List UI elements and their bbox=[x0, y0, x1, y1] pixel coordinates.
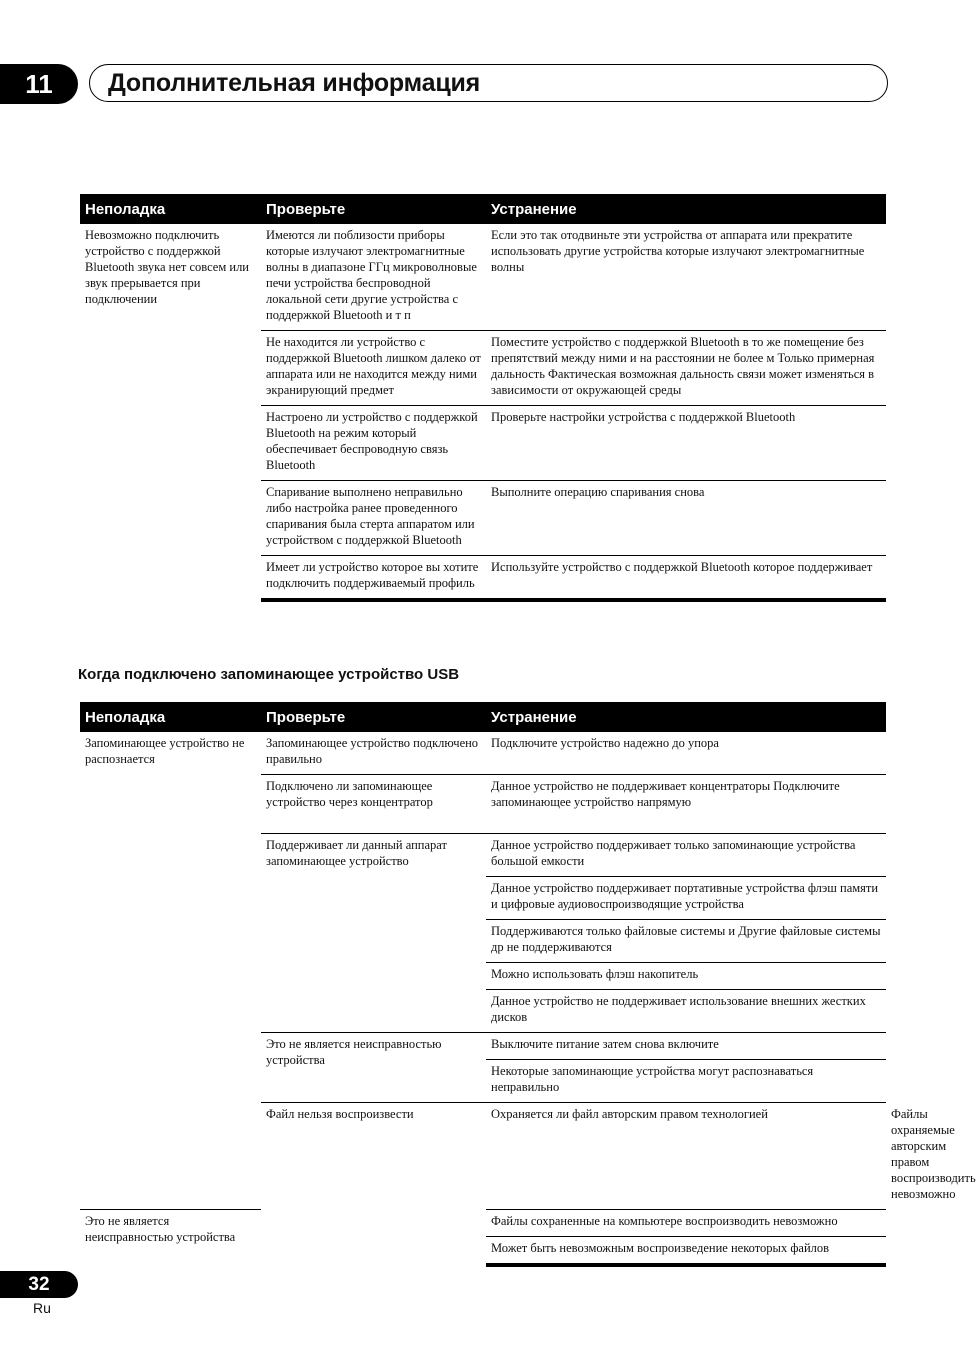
header-remedy: Устранение bbox=[486, 702, 886, 732]
table-header-row bbox=[80, 194, 886, 224]
page-language: Ru bbox=[33, 1300, 51, 1316]
table-header-row bbox=[80, 702, 886, 732]
remedy-cell: Файлы сохраненные на компьютере воспроизводить невозможно bbox=[486, 1209, 886, 1236]
page-number-badge bbox=[0, 1271, 78, 1298]
remedy-cell: Если это так отодвиньте эти устройства от аппарата или прекратите использовать другие устройства которые излучают электромагнитные волны bbox=[491, 228, 865, 274]
problem-cell: Запоминающее устройство не распознается bbox=[85, 736, 245, 766]
header-problem: Неполадка bbox=[80, 702, 261, 732]
bluetooth-troubleshooting-table bbox=[80, 194, 886, 602]
check-cell: Не находится ли устройство с поддержкой Bluetooth лишком далеко от аппарата или не находится между ними экранирующий предмет bbox=[261, 331, 486, 406]
remedy-cell: Данное устройство не поддерживает концентраторы Подключите запоминающее устройство напрямую bbox=[486, 775, 886, 834]
remedy-cell: Используйте устройство с поддержкой Bluetooth которое поддерживает bbox=[486, 556, 886, 601]
remedy-cell: Может быть невозможным воспроизведение некоторых файлов bbox=[486, 1236, 886, 1265]
chapter-number-badge bbox=[0, 64, 78, 104]
remedy-cell: Проверьте настройки устройства с поддержкой Bluetooth bbox=[486, 406, 886, 481]
problem-cell: Невозможно подключить устройство с поддержкой Bluetooth звука нет совсем или звук прерывается при подключении bbox=[85, 228, 250, 306]
remedy-cell: Можно использовать флэш накопитель bbox=[486, 963, 886, 990]
check-cell: Имеет ли устройство которое вы хотите подключить поддерживаемый профиль bbox=[261, 556, 486, 601]
header-check: Проверьте bbox=[261, 194, 486, 224]
remedy-cell: Некоторые запоминающие устройства могут распознаваться неправильно bbox=[486, 1060, 886, 1103]
remedy-cell: Данное устройство поддерживает портативные устройства флэш памяти и цифровые аудиовоспроизводящие устройства bbox=[486, 877, 886, 920]
header-check: Проверьте bbox=[261, 702, 486, 732]
remedy-cell: Поддерживаются только файловые системы и Другие файловые системы др не поддерживаются bbox=[486, 920, 886, 963]
table-row bbox=[80, 224, 886, 331]
table-row: Файл нельзя воспроизвести Охраняется ли файл авторским правом технологией Файлы охраняемые авторским правом воспроизводить невозможно bbox=[80, 1103, 886, 1210]
check-cell: Имеются ли поблизости приборы которые излучают электромагнитные волны в диапазоне ГГц микроволновые печи устройства беспроводной локальной сети другие устройства с поддержкой Bluetooth и т п bbox=[266, 228, 477, 322]
check-cell: Настроено ли устройство с поддержкой Bluetooth на режим который обеспечивает беспроводную связь Bluetooth bbox=[261, 406, 486, 481]
chapter-title-frame bbox=[89, 64, 888, 102]
header-problem: Неполадка bbox=[80, 194, 261, 224]
remedy-cell: Поместите устройство с поддержкой Bluetooth в то же помещение без препятствий между ними и на расстоянии не более м Только примерная дальность Фактическая возможная дальность связи может изменяться в зависимости от окружающей среды bbox=[486, 331, 886, 406]
check-cell: Это не является неисправностью устройства bbox=[80, 1209, 261, 1265]
remedy-cell: Данное устройство поддерживает только запоминающие устройства большой емкости bbox=[486, 834, 886, 877]
remedy-cell: Выполните операцию спаривания снова bbox=[486, 481, 886, 556]
page-number: 32 bbox=[28, 1273, 50, 1295]
chapter-title: Дополнительная информация bbox=[108, 68, 481, 97]
remedy-cell: Выключите питание затем снова включите bbox=[486, 1033, 886, 1060]
table-row bbox=[80, 732, 886, 775]
remedy-cell: Подключите устройство надежно до упора bbox=[491, 736, 719, 750]
header-remedy: Устранение bbox=[486, 194, 886, 224]
check-cell: Подключено ли запоминающее устройство через концентратор bbox=[261, 775, 486, 834]
check-cell: Поддерживает ли данный аппарат запоминающее устройство bbox=[261, 834, 486, 1033]
chapter-number: 11 bbox=[25, 68, 53, 99]
check-cell: Охраняется ли файл авторским правом технологией bbox=[486, 1103, 886, 1210]
remedy-cell: Данное устройство не поддерживает использование внешних жестких дисков bbox=[486, 990, 886, 1033]
usb-troubleshooting-table bbox=[80, 702, 976, 1267]
problem-cell: Файл нельзя воспроизвести bbox=[261, 1103, 486, 1265]
check-cell: Это не является неисправностью устройства bbox=[261, 1033, 486, 1103]
check-cell: Спаривание выполнено неправильно либо настройка ранее проведенного спаривания была стерта аппаратом или устройством с поддержкой Bluetooth bbox=[261, 481, 486, 556]
section-heading: Когда подключено запоминающее устройство USB bbox=[78, 666, 460, 683]
check-cell: Запоминающее устройство подключено правильно bbox=[266, 736, 479, 766]
